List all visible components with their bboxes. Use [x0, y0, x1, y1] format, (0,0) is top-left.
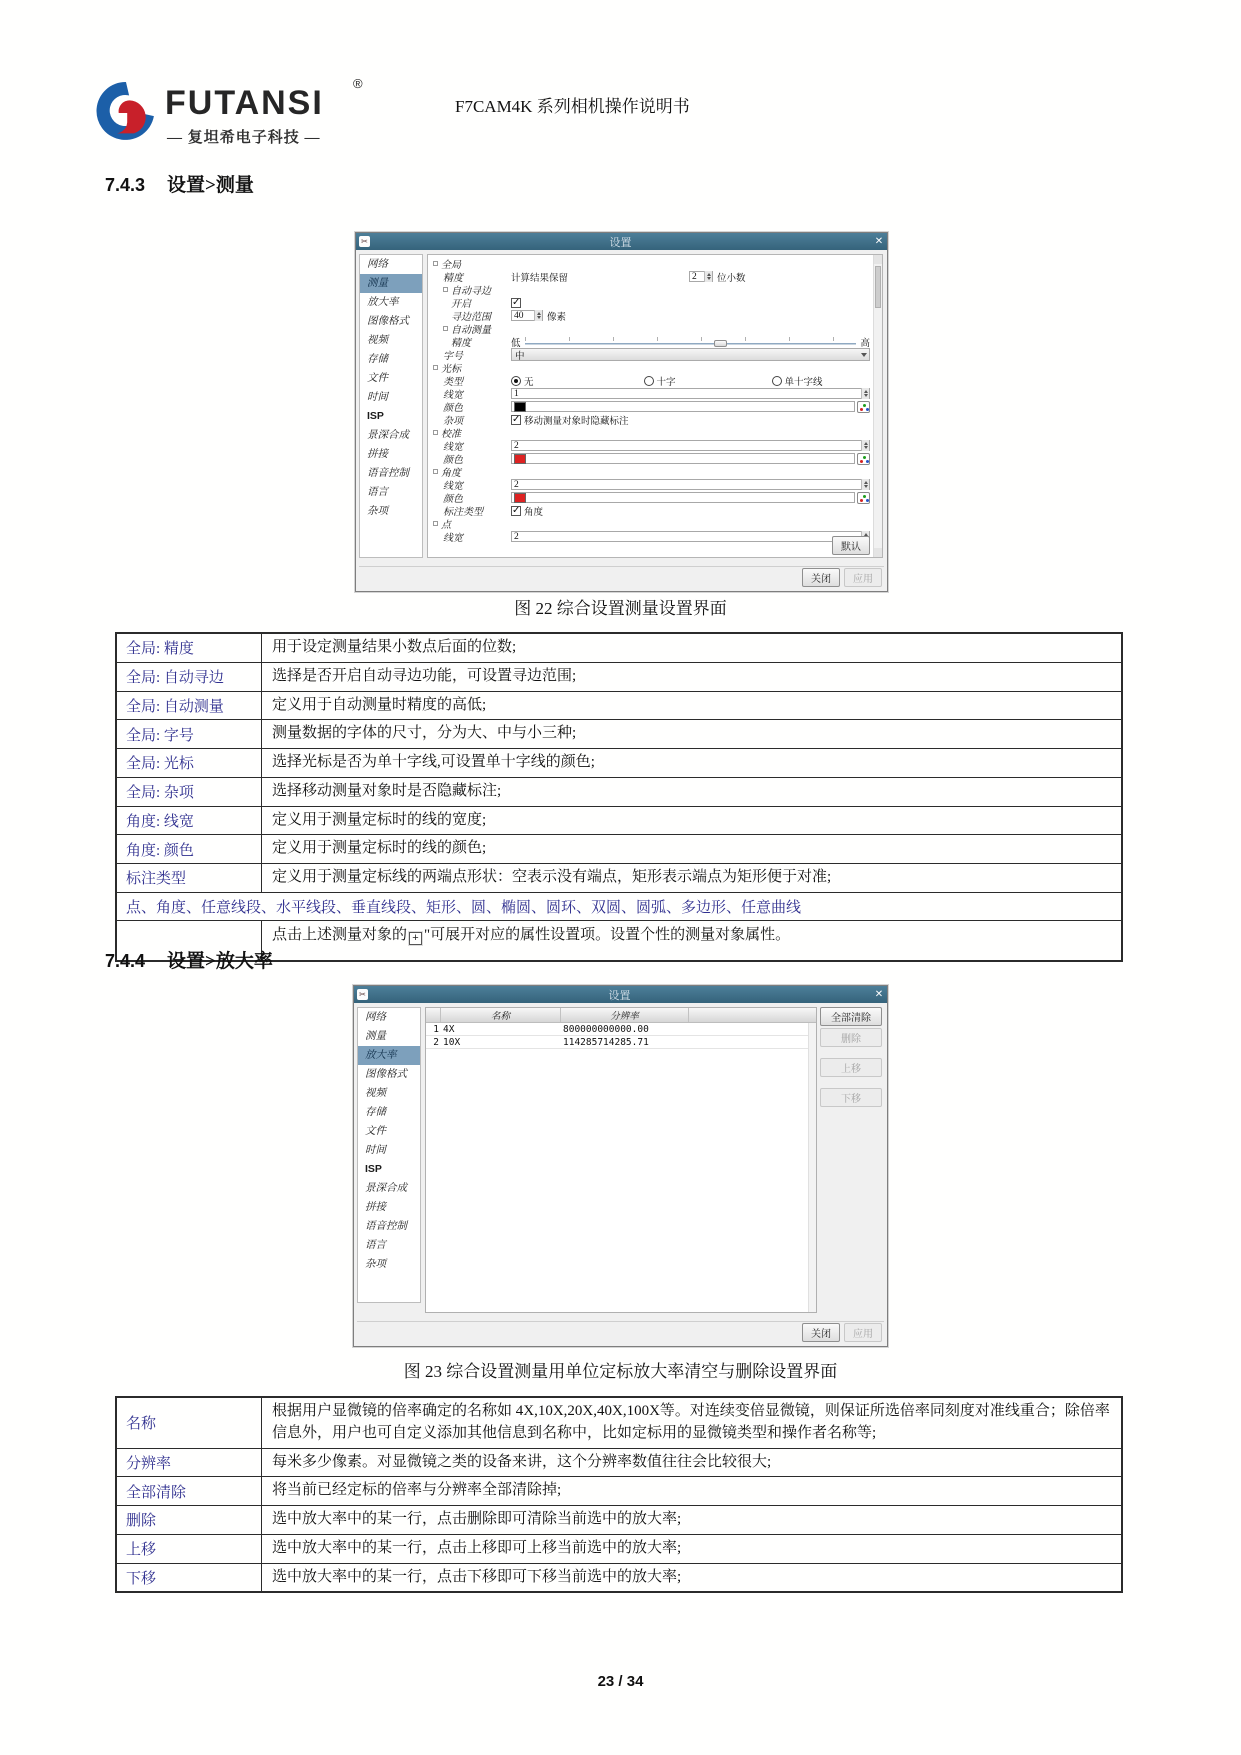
- spinner-arrows-icon[interactable]: [861, 388, 869, 399]
- sidebar-item-focus-stack[interactable]: 景深合成: [365, 1183, 407, 1194]
- figure-23-caption: 图 23 综合设置测量用单位定标放大率清空与删除设置界面: [403, 1362, 838, 1381]
- scroll-down-icon[interactable]: [874, 548, 882, 557]
- color-picker-icon[interactable]: [857, 401, 870, 413]
- hide-annotation-checkbox[interactable]: [511, 415, 521, 425]
- sidebar-item-storage[interactable]: 存储: [367, 354, 388, 365]
- sidebar-item-measure[interactable]: 测量: [365, 1031, 386, 1042]
- tree-group-cursor[interactable]: 光标: [428, 361, 872, 374]
- sidebar-item-isp[interactable]: ISP: [365, 1163, 382, 1175]
- measure-settings-table: [115, 632, 1123, 962]
- tree-expander-icon[interactable]: [443, 287, 448, 292]
- magnification-row-10x[interactable]: 2 10X 114285714285.71: [426, 1036, 816, 1049]
- vertical-scrollbar[interactable]: [808, 1023, 816, 1312]
- registered-mark: ®: [353, 76, 363, 91]
- spinner-arrows-icon[interactable]: [861, 440, 869, 451]
- settings-dialog-magnification: [353, 985, 888, 1347]
- futansi-logo-icon: [95, 80, 157, 142]
- sidebar-item-voice-control[interactable]: 语音控制: [365, 1221, 407, 1232]
- slider-high-label: 高: [860, 338, 870, 349]
- slider-ticks: [525, 337, 857, 341]
- section-number: 7.4.4: [105, 951, 146, 971]
- sidebar-item-language[interactable]: 语言: [365, 1240, 386, 1251]
- sidebar-item-image-format[interactable]: 图像格式: [367, 316, 409, 327]
- close-icon[interactable]: ✕: [874, 236, 884, 247]
- sidebar-item-stitch[interactable]: 拼接: [365, 1202, 386, 1213]
- table-row-expand-note: 点击上述测量对象的 + "可展开对应的属性设置项。设置个性的测量对象属性。: [117, 920, 1121, 960]
- slider-low-label: 低: [511, 338, 521, 349]
- close-button[interactable]: 关闭: [802, 568, 840, 587]
- expand-plus-icon: +: [409, 932, 422, 945]
- table-row: 全局: 字号 测量数据的字体的尺寸，分为大、中与小三种;: [117, 719, 1121, 748]
- dialog-titlebar[interactable]: [354, 986, 887, 1003]
- precision-slider[interactable]: [511, 335, 870, 349]
- angle-color-field[interactable]: [511, 492, 855, 503]
- tree-row-cal-color: 颜色: [428, 452, 872, 465]
- tree-expander-icon[interactable]: [433, 521, 438, 526]
- column-name[interactable]: 名称: [441, 1008, 561, 1022]
- slider-rail[interactable]: [525, 343, 857, 345]
- tree-expander-icon[interactable]: [433, 430, 438, 435]
- table-row-measure-objects: 点、角度、任意线段、水平线段、垂直线段、矩形、圆、椭圆、圆环、双圆、圆弧、多边形、任意曲线: [117, 892, 1121, 920]
- table-row: 删除 选中放大率中的某一行，点击删除即可清除当前选中的放大率;: [117, 1505, 1121, 1534]
- sidebar-item-focus-stack[interactable]: 景深合成: [367, 430, 409, 441]
- sidebar-item-network[interactable]: 网络: [365, 1012, 386, 1023]
- tree-row-cursor-misc: 杂项 ✓ 移动测量对象时隐藏标注: [428, 413, 872, 426]
- tree-row-precision: 精度 计算结果保留 2 位小数: [443, 271, 746, 284]
- futansi-logo: [95, 76, 363, 156]
- magnification-actions: [820, 1007, 882, 1109]
- table-row: 分辨率 每米多少像素。对显微镜之类的设备来讲，这个分辨率数值往往会比较很大;: [117, 1448, 1121, 1477]
- angle-linewidth-field[interactable]: 2: [511, 479, 870, 490]
- precision-suffix: 位小数: [717, 273, 746, 284]
- move-up-button[interactable]: 上移: [820, 1058, 882, 1077]
- sidebar-item-time[interactable]: 时间: [367, 392, 388, 403]
- autoedge-checkbox[interactable]: [511, 298, 521, 308]
- sidebar-item-stitch[interactable]: 拼接: [367, 449, 388, 460]
- scrollbar-thumb[interactable]: [875, 266, 881, 308]
- sidebar-item-isp[interactable]: ISP: [367, 410, 384, 422]
- table-row: 角度: 线宽 定义用于测量定标时的线的宽度;: [117, 806, 1121, 835]
- column-resolution[interactable]: 分辨率: [561, 1008, 689, 1022]
- edge-range-suffix: 像素: [547, 312, 567, 323]
- tree-row-cursor-linewidth: 线宽 1: [428, 387, 872, 400]
- cursor-color-field[interactable]: [511, 401, 855, 412]
- settings-nav-list: [359, 254, 423, 558]
- point-linewidth-field[interactable]: 2: [511, 531, 870, 542]
- tree-row-fontsize: 字号 中: [428, 348, 872, 361]
- dialog-title: 设置: [608, 988, 631, 1002]
- magnification-settings-table: [115, 1396, 1123, 1593]
- precision-spinner[interactable]: 2: [689, 271, 713, 282]
- apply-button[interactable]: 应用: [844, 1323, 882, 1342]
- tree-row-angle-linewidth: 线宽 2: [428, 478, 872, 491]
- section-title: 设置>放大率: [167, 951, 273, 972]
- tree-group-angle[interactable]: 角度: [428, 465, 872, 478]
- precision-prefix: 计算结果保留: [511, 273, 569, 284]
- tree-row-cursor-type: 类型 无 十字 单十字线: [443, 377, 823, 388]
- dialog-titlebar[interactable]: [356, 233, 887, 250]
- spinner-arrows-icon[interactable]: [534, 310, 542, 321]
- table-row: 全局: 自动寻边 选择是否开启自动寻边功能，可设置寻边范围;: [117, 662, 1121, 691]
- color-swatch: [514, 493, 526, 503]
- edge-range-spinner[interactable]: 40: [511, 310, 543, 321]
- spinner-arrows-icon[interactable]: [704, 271, 712, 282]
- table-row: 全部清除 将当前已经定标的倍率与分辨率全部清除掉;: [117, 1476, 1121, 1505]
- settings-dialog-measure: [355, 232, 888, 592]
- table-row: 名称 根据用户显微镜的倍率确定的名称如 4X,10X,20X,40X,100X等。对连续变倍显微镜，则保证所选倍率同刻度对准线重合；除倍率信息外，用户也可自定义添加其他信息到名称中，比如定标用的显微镜类型和操作者名称等;: [117, 1398, 1121, 1448]
- tree-row-cursor-color: 颜色: [428, 400, 872, 413]
- sidebar-item-video[interactable]: 视频: [367, 335, 388, 346]
- color-picker-icon[interactable]: [857, 492, 870, 504]
- sidebar-item-magnification[interactable]: 放大率: [367, 297, 399, 308]
- delete-button[interactable]: 删除: [820, 1028, 882, 1047]
- cal-linewidth-field[interactable]: 2: [511, 440, 870, 451]
- sidebar-item-time[interactable]: 时间: [365, 1145, 386, 1156]
- sidebar-item-language[interactable]: 语言: [367, 487, 388, 498]
- default-button[interactable]: 默认: [832, 536, 870, 555]
- sidebar-item-network[interactable]: 网络: [367, 259, 388, 270]
- magnification-row-4x[interactable]: 1 4X 800000000000.00: [426, 1023, 816, 1036]
- sidebar-item-measure[interactable]: 测量: [360, 274, 422, 293]
- radio-single-crossline[interactable]: [772, 376, 782, 386]
- settings-nav-list: [357, 1007, 421, 1303]
- cursor-linewidth-field[interactable]: 1: [511, 388, 870, 399]
- table-row: 标注类型 定义用于测量定标线的两端点形状：空表示没有端点，矩形表示端点为矩形便于对准;: [117, 863, 1121, 892]
- move-down-button[interactable]: 下移: [820, 1088, 882, 1107]
- tree-expander-icon[interactable]: [443, 326, 448, 331]
- chevron-down-icon: [861, 353, 867, 357]
- tree-row-cal-linewidth: 线宽 2: [428, 439, 872, 452]
- tree-expander-icon[interactable]: [433, 365, 438, 370]
- tree-row-point-linewidth: 线宽 2: [428, 530, 872, 543]
- sidebar-item-misc[interactable]: 杂项: [365, 1259, 386, 1270]
- tree-row-angle-color: 颜色: [428, 491, 872, 504]
- table-row: 角度: 颜色 定义用于测量定标时的线的颜色;: [117, 834, 1121, 863]
- vertical-scrollbar[interactable]: [873, 255, 882, 557]
- scroll-up-icon[interactable]: [874, 255, 882, 264]
- color-picker-icon[interactable]: [857, 453, 870, 465]
- table-row: 上移 选中放大率中的某一行，点击上移即可上移当前选中的放大率;: [117, 1534, 1121, 1563]
- tree-row-edge-range: 寻边范围 40 像素: [451, 310, 567, 323]
- sidebar-item-video[interactable]: 视频: [365, 1088, 386, 1099]
- app-icon: ✂: [359, 236, 370, 247]
- fontsize-dropdown[interactable]: 中: [511, 348, 870, 361]
- color-swatch: [514, 402, 526, 412]
- section-title: 设置>测量: [167, 175, 254, 196]
- section-heading-744: [105, 946, 273, 973]
- tree-row-annotation-type: 标注类型 ✓ 角度: [428, 504, 872, 517]
- tree-expander-icon[interactable]: [433, 261, 438, 266]
- table-row: 全局: 精度 用于设定测量结果小数点后面的位数;: [117, 634, 1121, 662]
- apply-button[interactable]: 应用: [844, 568, 882, 587]
- sidebar-item-magnification[interactable]: 放大率: [358, 1046, 420, 1065]
- clear-all-button[interactable]: 全部清除: [820, 1007, 882, 1026]
- magnification-table: [425, 1007, 817, 1313]
- tree-group-autometric[interactable]: 自动测量: [428, 322, 872, 335]
- color-swatch: [514, 454, 526, 464]
- slider-handle[interactable]: [714, 340, 727, 347]
- figure-22-caption: 图 22 综合设置测量设置界面: [514, 599, 727, 618]
- tree-group-point[interactable]: 点: [428, 517, 872, 530]
- app-icon: ✂: [357, 989, 368, 1000]
- section-number: 7.4.3: [105, 175, 146, 195]
- section-heading-743: [105, 170, 254, 197]
- dialog-title: 设置: [609, 235, 632, 249]
- cal-color-field[interactable]: [511, 453, 855, 464]
- sidebar-item-image-format[interactable]: 图像格式: [365, 1069, 407, 1080]
- logo-wordmark: FUTANSI: [165, 84, 324, 122]
- angle-annotation-checkbox[interactable]: [511, 506, 521, 516]
- tree-group-autoedge[interactable]: 自动寻边: [428, 283, 872, 296]
- close-icon[interactable]: ✕: [874, 989, 884, 1000]
- radio-cross[interactable]: [644, 376, 654, 386]
- table-row: 全局: 自动测量 定义用于自动测量时精度的高低;: [117, 691, 1121, 720]
- tree-row-autometric-precision: 精度 低 高: [428, 335, 872, 348]
- sidebar-item-file[interactable]: 文件: [365, 1126, 386, 1137]
- logo-tagline: — 复坦希电子科技 —: [167, 130, 321, 146]
- tree-expander-icon[interactable]: [433, 469, 438, 474]
- tree-group-calibration[interactable]: 校准: [428, 426, 872, 439]
- table-row: 全局: 光标 选择光标是否为单十字线,可设置单十字线的颜色;: [117, 748, 1121, 777]
- close-button[interactable]: 关闭: [802, 1323, 840, 1342]
- tree-row-autoedge-on: 开启 ✓: [428, 296, 872, 309]
- document-title: F7CAM4K 系列相机操作说明书: [455, 97, 690, 116]
- sidebar-item-storage[interactable]: 存储: [365, 1107, 386, 1118]
- measure-settings-tree: [427, 254, 883, 558]
- tree-group-global[interactable]: 全局: [428, 257, 872, 270]
- sidebar-item-voice-control[interactable]: 语音控制: [367, 468, 409, 479]
- table-row: 下移 选中放大率中的某一行，点击下移即可下移当前选中的放大率;: [117, 1563, 1121, 1592]
- sidebar-item-file[interactable]: 文件: [367, 373, 388, 384]
- radio-none[interactable]: [511, 376, 521, 386]
- table-row: 全局: 杂项 选择移动测量对象时是否隐藏标注;: [117, 777, 1121, 806]
- magnification-table-header: [426, 1008, 816, 1023]
- spinner-arrows-icon[interactable]: [861, 479, 869, 490]
- page-number: 23 / 34: [597, 1673, 644, 1690]
- sidebar-item-misc[interactable]: 杂项: [367, 506, 388, 517]
